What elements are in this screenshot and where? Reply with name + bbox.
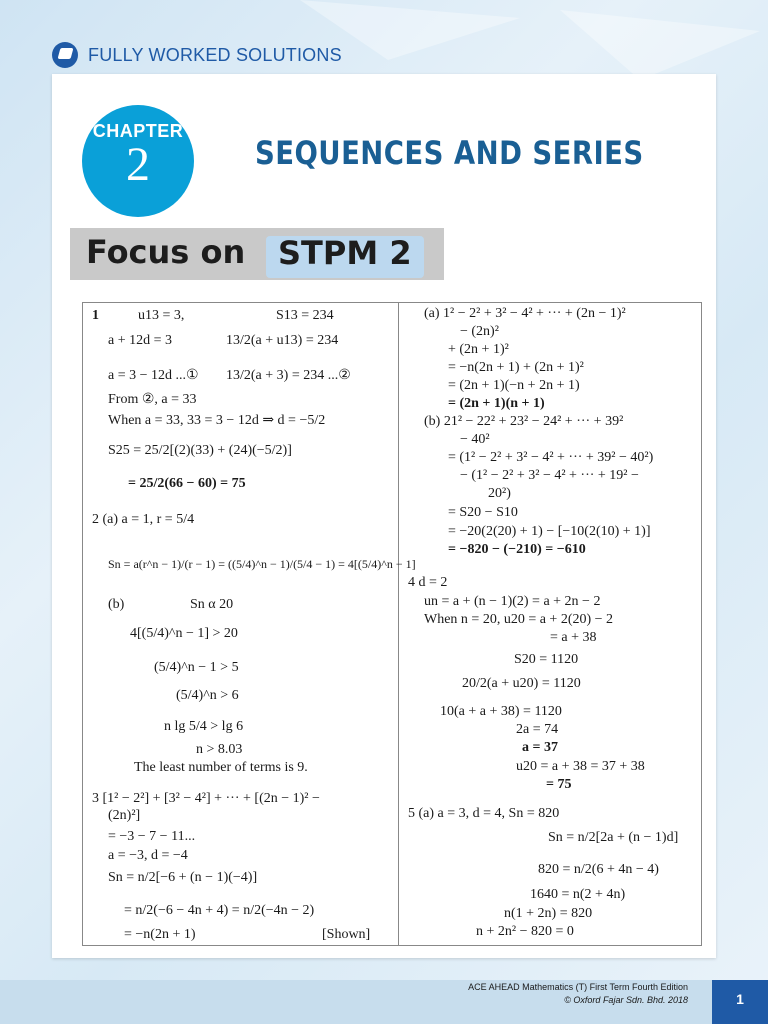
header-title: FULLY WORKED SOLUTIONS <box>88 44 342 65</box>
chapter-title: SEQUENCES AND SERIES <box>255 134 644 172</box>
solution-line: = S20 − S10 <box>448 505 518 520</box>
chapter-badge <box>82 105 194 217</box>
solution-line: (b) 21² − 22² + 23² − 24² + ··· + 39² <box>424 414 624 429</box>
solution-line: n(1 + 2n) = 820 <box>504 906 593 921</box>
solution-line: − (2n)² <box>460 324 499 339</box>
solution-line: S13 = 234 <box>276 308 334 323</box>
solution-line: 10(a + a + 38) = 1120 <box>440 704 562 719</box>
solution-line: u20 = a + 38 = 37 + 38 <box>516 759 645 774</box>
solution-line: n + 2n² − 820 = 0 <box>476 924 574 939</box>
column-divider <box>398 302 399 946</box>
solution-line: (5/4)^n − 1 > 5 <box>154 660 239 675</box>
solution-line: The least number of terms is 9. <box>134 760 308 775</box>
solution-line: Sn = n/2[2a + (n − 1)d] <box>548 830 679 845</box>
footer-book-title: ACE AHEAD Mathematics (T) First Term Fourth Edition <box>468 982 688 992</box>
solution-line: = (1² − 2² + 3² − 4² + ··· + 39² − 40²) <box>448 450 654 465</box>
solution-line: When n = 20, u20 = a + 2(20) − 2 <box>424 612 614 627</box>
solution-line: 20²) <box>488 486 511 501</box>
solution-line: = −820 − (−210) = −610 <box>448 542 586 557</box>
solution-line: 1640 = n(2 + 4n) <box>530 887 626 902</box>
focus-highlight: STPM 2 <box>278 234 412 272</box>
solution-line: = a + 38 <box>550 630 597 645</box>
solution-line: = −n(2n + 1) + (2n + 1)² <box>448 360 584 375</box>
solution-line: + (2n + 1)² <box>448 342 509 357</box>
solution-line: = n/2(−6 − 4n + 4) = n/2(−4n − 2) <box>124 903 315 918</box>
footer-copyright: © Oxford Fajar Sdn. Bhd. 2018 <box>564 995 688 1005</box>
solution-line: = (2n + 1)(−n + 2n + 1) <box>448 378 580 393</box>
solution-line: Sn = a(r^n − 1)/(r − 1) = ((5/4)^n − 1)/(5/4 − 1) = 4[(5/4)^n − 1] <box>108 557 416 571</box>
solution-line: n > 8.03 <box>196 742 243 757</box>
solution-line: Sn α 20 <box>190 597 234 612</box>
solution-line: S25 = 25/2[(2)(33) + (24)(−5/2)] <box>108 443 292 458</box>
solution-line: = 75 <box>546 777 572 792</box>
solution-line: = −20(2(20) + 1) − [−10(2(10) + 1)] <box>448 524 651 539</box>
solution-line: 2a = 74 <box>516 722 559 737</box>
solution-line: When a = 33, 33 = 3 − 12d ⇒ d = −5/2 <box>108 413 326 428</box>
solution-line: − (1² − 2² + 3² − 4² + ··· + 19² − <box>460 468 639 483</box>
solution-line: 20/2(a + u20) = 1120 <box>462 676 581 691</box>
solution-line: (2n)²] <box>108 808 141 823</box>
solution-line: = −3 − 7 − 11... <box>108 829 196 844</box>
solution-line: 5 (a) a = 3, d = 4, Sn = 820 <box>408 806 560 821</box>
focus-prefix: Focus on <box>86 233 246 271</box>
solution-line: u13 = 3, <box>138 308 185 323</box>
solution-line: 2 (a) a = 1, r = 5/4 <box>92 512 195 527</box>
solution-line: = (2n + 1)(n + 1) <box>448 396 545 411</box>
solution-line: a = 37 <box>522 740 558 755</box>
solution-line: (b) <box>108 597 125 612</box>
solution-line: = 25/2(66 − 60) = 75 <box>128 476 246 491</box>
solution-line: Sn = n/2[−6 + (n − 1)(−4)] <box>108 870 258 885</box>
chapter-number: 2 <box>126 138 150 191</box>
solution-line: a = −3, d = −4 <box>108 848 188 863</box>
solution-line: (a) 1² − 2² + 3² − 4² + ··· + (2n − 1)² <box>424 306 626 321</box>
solution-line: 13/2(a + 3) = 234 ...② <box>226 368 351 383</box>
shown-label: [Shown] <box>322 927 371 942</box>
solution-line: a + 12d = 3 <box>108 333 173 348</box>
background-shape <box>560 10 760 80</box>
solution-line: 4[(5/4)^n − 1] > 20 <box>130 626 238 641</box>
solution-line: un = a + (n − 1)(2) = a + 2n − 2 <box>424 594 601 609</box>
solution-line: − 40² <box>460 432 490 447</box>
page-number: 1 <box>712 980 768 1024</box>
solution-line: (5/4)^n > 6 <box>176 688 239 703</box>
solution-line: n lg 5/4 > lg 6 <box>164 719 244 734</box>
solution-line: From ②, a = 33 <box>108 392 197 407</box>
solution-line: 3 [1² − 2²] + [3² − 4²] + ··· + [(2n − 1)² − <box>92 791 320 806</box>
page-header <box>52 40 342 70</box>
solution-line: 820 = n/2(6 + 4n − 4) <box>538 862 659 877</box>
question-number: 1 <box>92 308 99 323</box>
solution-line: 4 d = 2 <box>408 575 448 590</box>
solution-line: = −n(2n + 1) <box>124 927 196 942</box>
solution-line: S20 = 1120 <box>514 652 579 667</box>
book-icon <box>52 42 78 68</box>
solution-line: 13/2(a + u13) = 234 <box>226 333 339 348</box>
chapter-label: CHAPTER <box>92 121 184 141</box>
solution-line: a = 3 − 12d ...① <box>108 368 199 383</box>
